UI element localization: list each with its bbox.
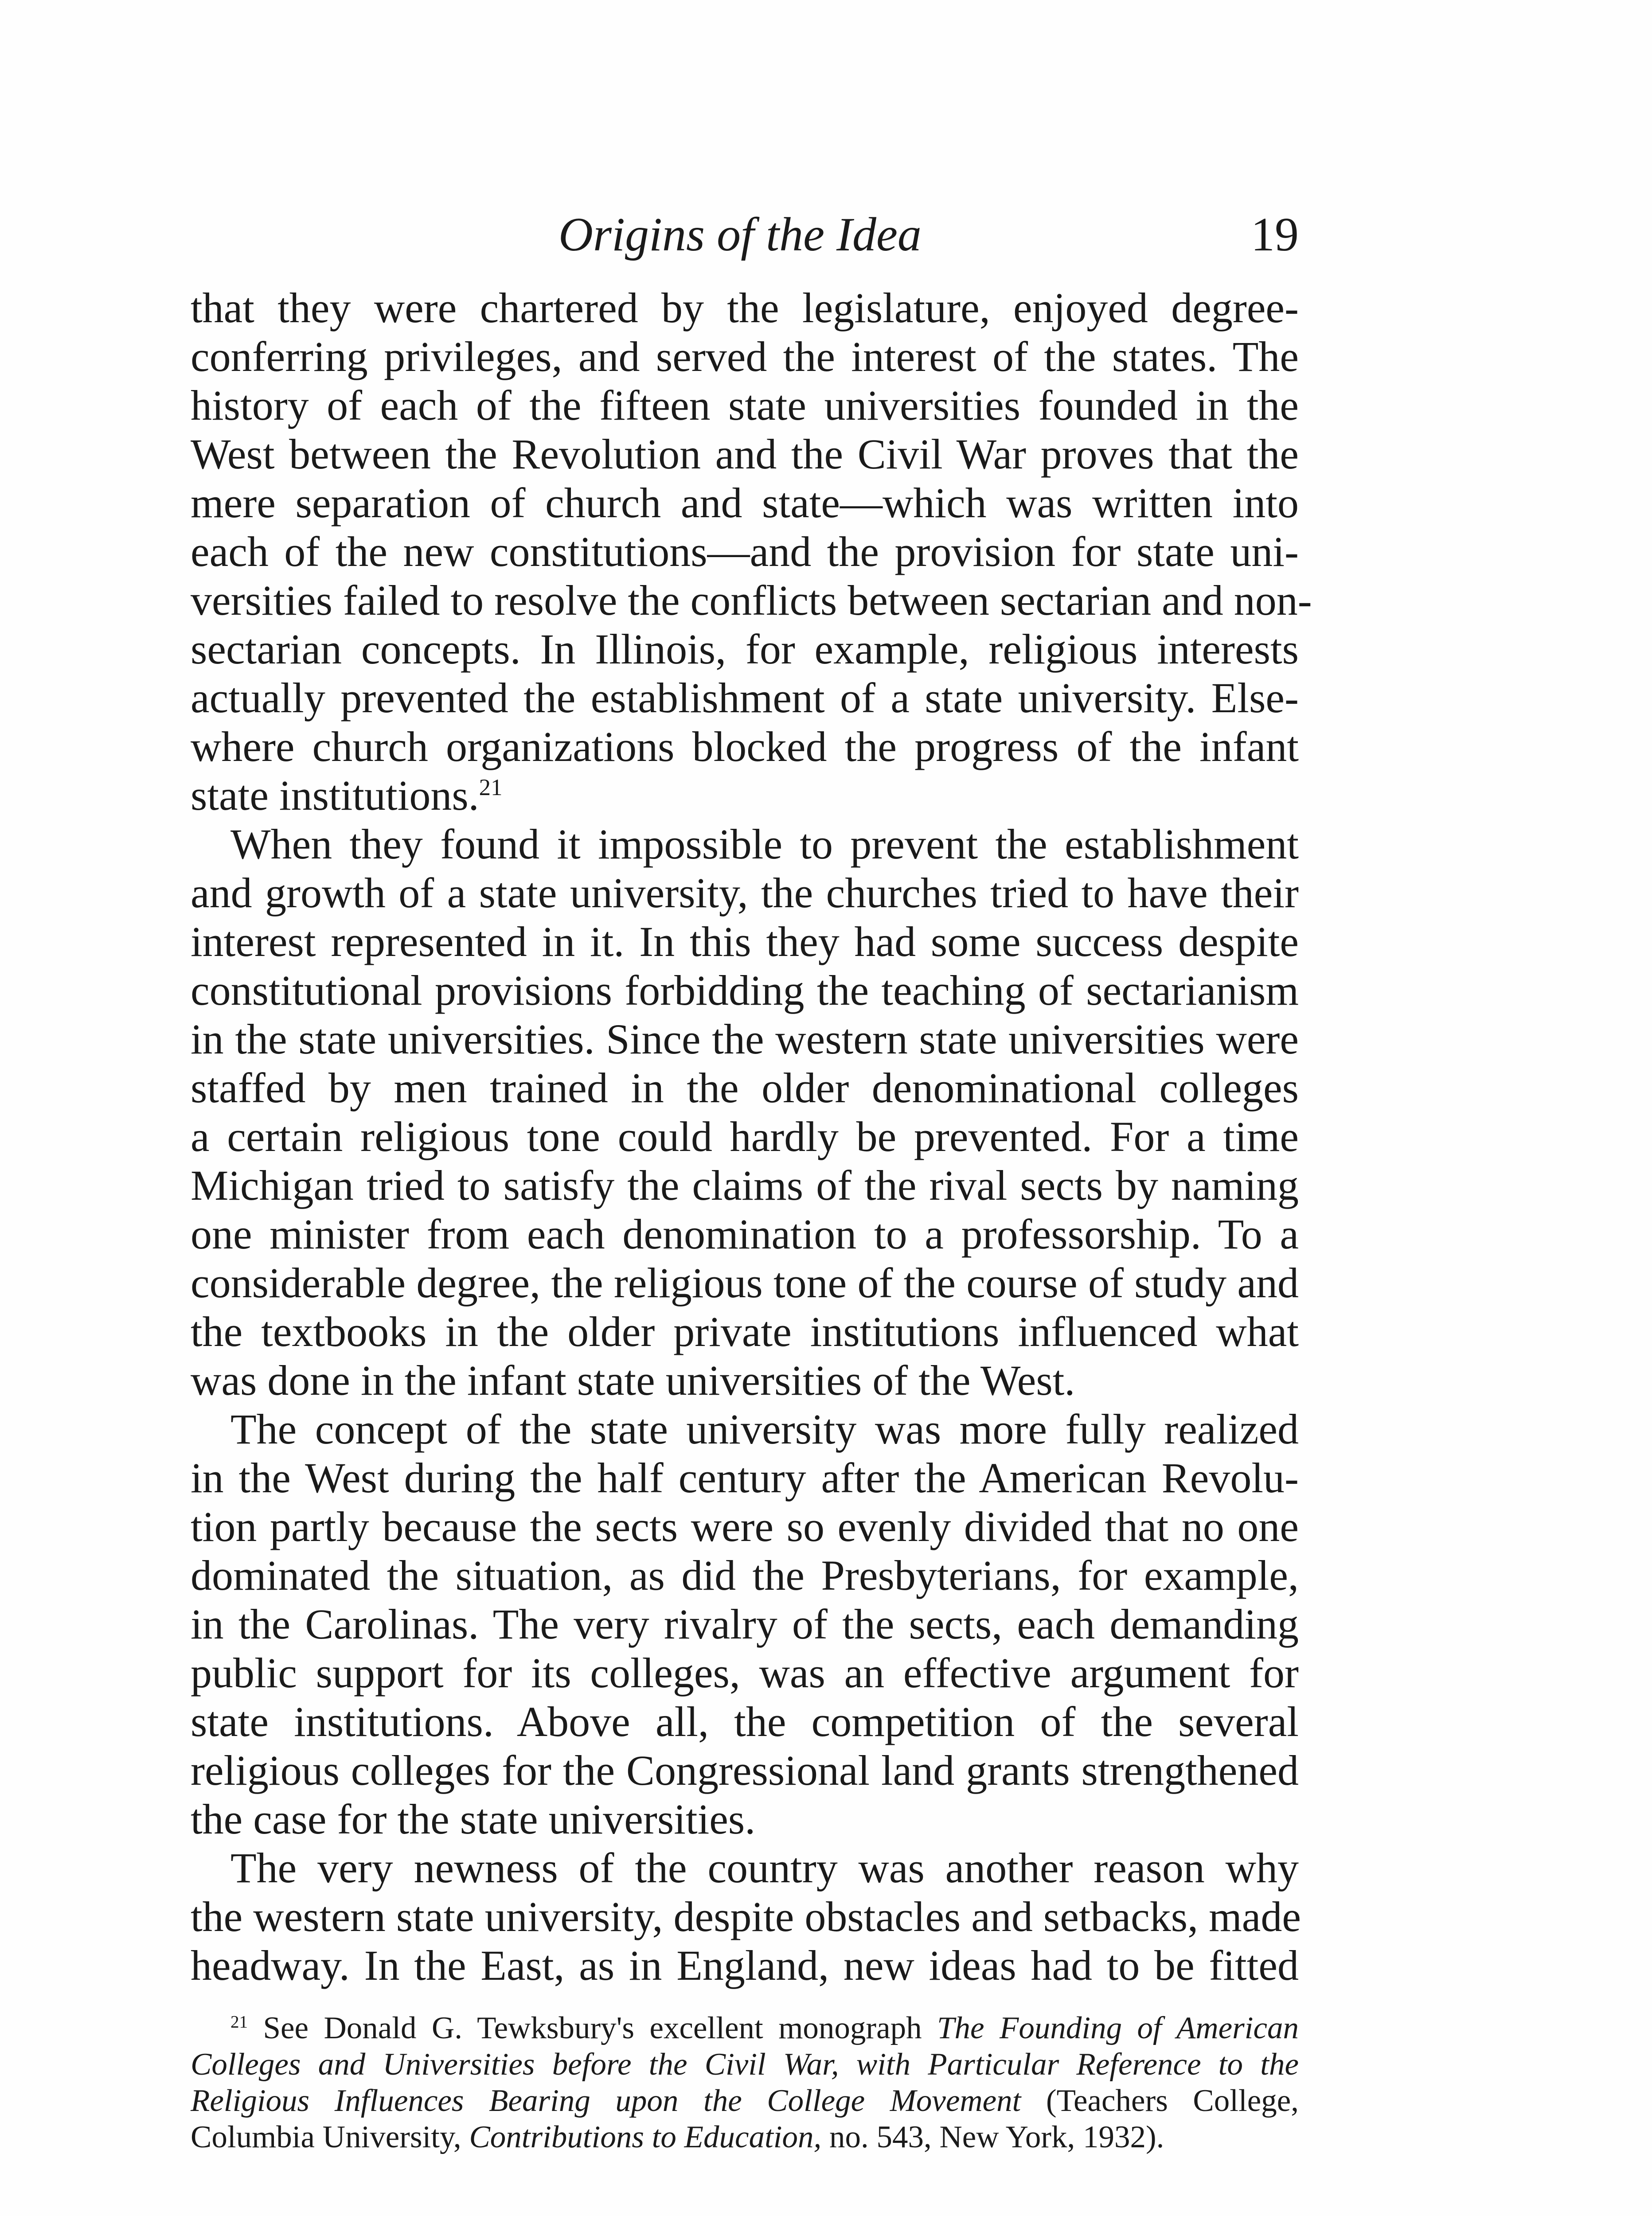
footnote-line [191, 2083, 1299, 2119]
running-title: Origins of the Idea [558, 208, 922, 261]
footnote-book-title: Religious Influences Bearing upon the College Movement [191, 2083, 1021, 2118]
text-line: conferring privileges, and served the interest of the states. The [191, 333, 1299, 380]
footnote-book-title: Colleges and Universities before the Civil War, with Particular Reference to the [191, 2047, 1299, 2082]
text-line: history of each of the fifteen state universities founded in the [191, 382, 1299, 429]
running-head [191, 208, 1299, 261]
footnote-text: Columbia University, [191, 2120, 469, 2154]
text-line: headway. In the East, as in England, new ideas had to be fitted [191, 1942, 1299, 1989]
text-line: Michigan tried to satisfy the claims of the rival sects by naming [191, 1162, 1299, 1209]
footnote-line [191, 2119, 1299, 2155]
text-line [191, 771, 1299, 820]
text-line-content: state institutions. [191, 772, 479, 819]
text-line: versities failed to resolve the conflicts between sectarian and non- [191, 577, 1312, 624]
footnote-line [191, 2010, 1299, 2046]
page-number: 19 [1251, 208, 1299, 261]
text-line: in the Carolinas. The very rivalry of the sects, each demanding [191, 1600, 1299, 1648]
footnote-series-title: Contributions to Education, [469, 2120, 822, 2154]
text-line: and growth of a state university, the churches tried to have their [191, 869, 1299, 917]
text-line: in the West during the half century after the American Revolu- [191, 1454, 1299, 1502]
footnote-book-title: The Founding of American [937, 2011, 1299, 2045]
text-line: the textbooks in the older private institutions influenced what [191, 1308, 1299, 1355]
text-line: When they found it impossible to prevent the establishment [230, 820, 1299, 868]
footnote-line [191, 2046, 1299, 2083]
text-line: each of the new constitutions—and the provision for state uni- [191, 528, 1299, 575]
text-line: was done in the infant state universities of the West. [191, 1357, 1075, 1404]
text-line: The concept of the state university was more fully realized [230, 1405, 1299, 1453]
text-line: staffed by men trained in the older denominational colleges [191, 1064, 1299, 1112]
footnote-text: See Donald G. Tewksbury's excellent monograph [248, 2011, 937, 2045]
footnote-text: no. 543, New York, 1932). [821, 2120, 1164, 2154]
text-line: actually prevented the establishment of a state university. Else- [191, 674, 1299, 722]
text-line: West between the Revolution and the Civil War proves that the [191, 430, 1299, 478]
text-line: one minister from each denomination to a professorship. To a [191, 1210, 1299, 1258]
footnotes [191, 2010, 1299, 2155]
footnote-reference[interactable]: 21 [479, 775, 503, 800]
body-text [191, 284, 1312, 1990]
text-line: where church organizations blocked the progress of the infant [191, 723, 1299, 770]
text-line: religious colleges for the Congressional land grants strengthened [191, 1747, 1299, 1794]
text-line: state institutions. Above all, the competition of the several [191, 1698, 1299, 1745]
footnote-text: (Teachers College, [1021, 2083, 1299, 2118]
text-line: constitutional provisions forbidding the teaching of sectarianism [191, 967, 1299, 1014]
text-line: interest represented in it. In this they had some success despite [191, 918, 1299, 965]
text-line: mere separation of church and state—which was written into [191, 479, 1299, 527]
text-line: sectarian concepts. In Illinois, for example, religious interests [191, 625, 1299, 673]
text-line: The very newness of the country was another reason why [230, 1844, 1299, 1892]
footnote-marker: 21 [230, 2012, 248, 2032]
text-line: considerable degree, the religious tone of the course of study and [191, 1259, 1299, 1307]
text-line: tion partly because the sects were so evenly divided that no one [191, 1503, 1299, 1550]
text-line: in the state universities. Since the western state universities were [191, 1015, 1299, 1063]
text-line: the case for the state universities. [191, 1795, 756, 1843]
text-line: that they were chartered by the legislature, enjoyed degree- [191, 284, 1299, 332]
text-line: the western state university, despite obstacles and setbacks, made [191, 1893, 1301, 1940]
text-line: public support for its colleges, was an effective argument for [191, 1649, 1299, 1697]
text-line: a certain religious tone could hardly be prevented. For a time [191, 1113, 1299, 1160]
text-line: dominated the situation, as did the Presbyterians, for example, [191, 1552, 1299, 1599]
